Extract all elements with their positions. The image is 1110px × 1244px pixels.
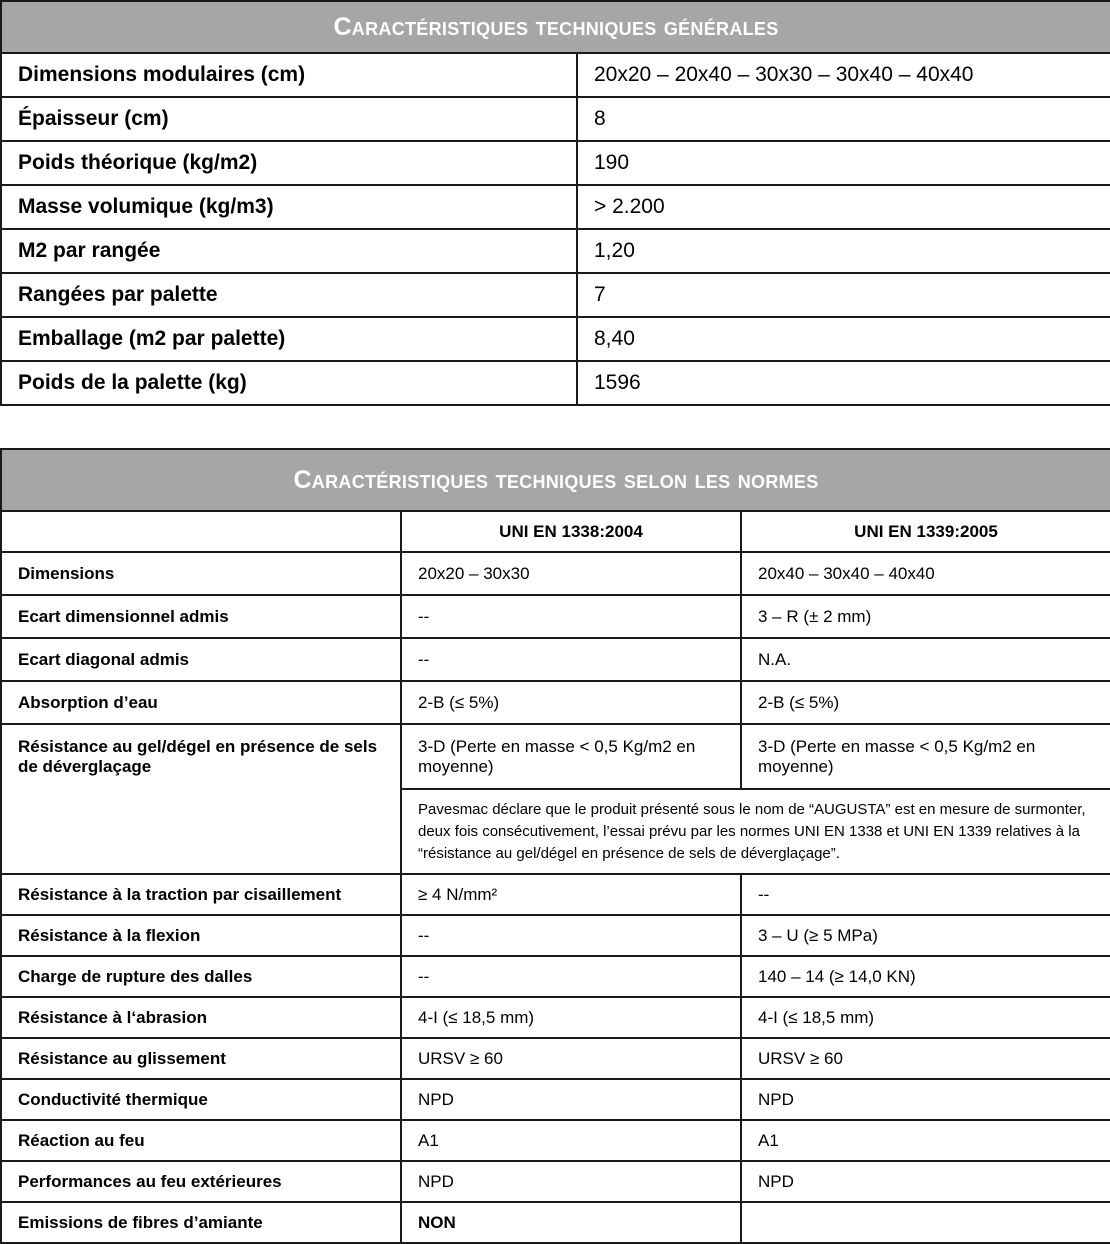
value-1338: 20x20 – 30x30: [401, 552, 741, 595]
row-value: 8: [577, 97, 1110, 141]
row-label: Poids de la palette (kg): [1, 361, 577, 405]
value-1339: 4-I (≤ 18,5 mm): [741, 997, 1110, 1038]
value-1339: 3-D (Perte en masse < 0,5 Kg/m2 en moyenne): [741, 724, 1110, 789]
value-1339: N.A.: [741, 638, 1110, 681]
value-1339: NPD: [741, 1161, 1110, 1202]
value-1339: URSV ≥ 60: [741, 1038, 1110, 1079]
row-label: Résistance à l‘abrasion: [1, 997, 401, 1038]
value-1339: 3 – U (≥ 5 MPa): [741, 915, 1110, 956]
value-1338: ≥ 4 N/mm²: [401, 874, 741, 915]
row-label: Conductivité thermique: [1, 1079, 401, 1120]
row-label: Masse volumique (kg/m3): [1, 185, 577, 229]
row-label: Dimensions modulaires (cm): [1, 53, 577, 97]
table-row: [1, 361, 1110, 405]
table-row: [1, 1202, 1110, 1243]
value-1338: NPD: [401, 1161, 741, 1202]
value-1339: A1: [741, 1120, 1110, 1161]
table-row: [1, 595, 1110, 638]
value-1338: URSV ≥ 60: [401, 1038, 741, 1079]
table-row: [1, 1161, 1110, 1202]
row-label: Résistance au gel/dégel en présence de sels de déverglaçage: [1, 724, 401, 874]
row-label: Résistance à la flexion: [1, 915, 401, 956]
value-1338: A1: [401, 1120, 741, 1161]
value-1339: [741, 1202, 1110, 1243]
value-1339: --: [741, 874, 1110, 915]
table-row: [1, 552, 1110, 595]
table-row: [1, 956, 1110, 997]
row-label: Poids théorique (kg/m2): [1, 141, 577, 185]
table-row: [1, 915, 1110, 956]
table-row: [1, 874, 1110, 915]
row-label: Emballage (m2 par palette): [1, 317, 577, 361]
value-1338: --: [401, 956, 741, 997]
value-1338: --: [401, 915, 741, 956]
value-1338: NPD: [401, 1079, 741, 1120]
norms-specs-table: [0, 448, 1110, 1244]
value-1338: 2-B (≤ 5%): [401, 681, 741, 724]
value-1339: 2-B (≤ 5%): [741, 681, 1110, 724]
row-label: Résistance à la traction par cisaillement: [1, 874, 401, 915]
row-label: Performances au feu extérieures: [1, 1161, 401, 1202]
table-row: [1, 53, 1110, 97]
row-value: > 2.200: [577, 185, 1110, 229]
row-value: 1,20: [577, 229, 1110, 273]
row-value: 8,40: [577, 317, 1110, 361]
value-1338: --: [401, 638, 741, 681]
general-specs-table: [0, 0, 1110, 406]
value-1338: 4-I (≤ 18,5 mm): [401, 997, 741, 1038]
row-label: Absorption d’eau: [1, 681, 401, 724]
row-label: Ecart dimensionnel admis: [1, 595, 401, 638]
row-label: M2 par rangée: [1, 229, 577, 273]
row-label: Rangées par palette: [1, 273, 577, 317]
value-1339: NPD: [741, 1079, 1110, 1120]
table-row: [1, 724, 1110, 789]
table-row: [1, 1079, 1110, 1120]
row-label: Réaction au feu: [1, 1120, 401, 1161]
row-value: 20x20 – 20x40 – 30x30 – 30x40 – 40x40: [577, 53, 1110, 97]
value-1338: NON: [401, 1202, 741, 1243]
table-row: [1, 681, 1110, 724]
table-row: [1, 229, 1110, 273]
value-1339: 3 – R (± 2 mm): [741, 595, 1110, 638]
table-row: [1, 638, 1110, 681]
table-row: [1, 97, 1110, 141]
table-row: [1, 1120, 1110, 1161]
value-1338: 3-D (Perte en masse < 0,5 Kg/m2 en moyenne): [401, 724, 741, 789]
row-value: 190: [577, 141, 1110, 185]
table-row: [1, 185, 1110, 229]
general-specs-title: Caractéristiques techniques générales: [1, 1, 1110, 53]
norms-specs-title: Caractéristiques techniques selon les normes: [1, 449, 1110, 511]
table-row: [1, 1038, 1110, 1079]
table-row: [1, 317, 1110, 361]
row-label: Ecart diagonal admis: [1, 638, 401, 681]
row-label: Résistance au glissement: [1, 1038, 401, 1079]
table-row: [1, 273, 1110, 317]
freeze-thaw-note: Pavesmac déclare que le produit présenté sous le nom de “AUGUSTA” est en mesure de surmonter, deux fois consécutivement, l’essai prévu par les normes UNI EN 1338 et UNI EN 1339 relatives à la “résistance au gel/dégel en présence de sels de déverglaçage”.: [401, 789, 1110, 874]
row-label: Épaisseur (cm): [1, 97, 577, 141]
row-label: Charge de rupture des dalles: [1, 956, 401, 997]
column-header-1339: UNI EN 1339:2005: [741, 511, 1110, 552]
column-header-1338: UNI EN 1338:2004: [401, 511, 741, 552]
value-1339: 20x40 – 30x40 – 40x40: [741, 552, 1110, 595]
row-value: 7: [577, 273, 1110, 317]
row-label: Dimensions: [1, 552, 401, 595]
row-value: 1596: [577, 361, 1110, 405]
value-1339: 140 – 14 (≥ 14,0 KN): [741, 956, 1110, 997]
empty-header-cell: [1, 511, 401, 552]
table-row: [1, 141, 1110, 185]
value-1338: --: [401, 595, 741, 638]
table-row: [1, 997, 1110, 1038]
row-label: Emissions de fibres d’amiante: [1, 1202, 401, 1243]
